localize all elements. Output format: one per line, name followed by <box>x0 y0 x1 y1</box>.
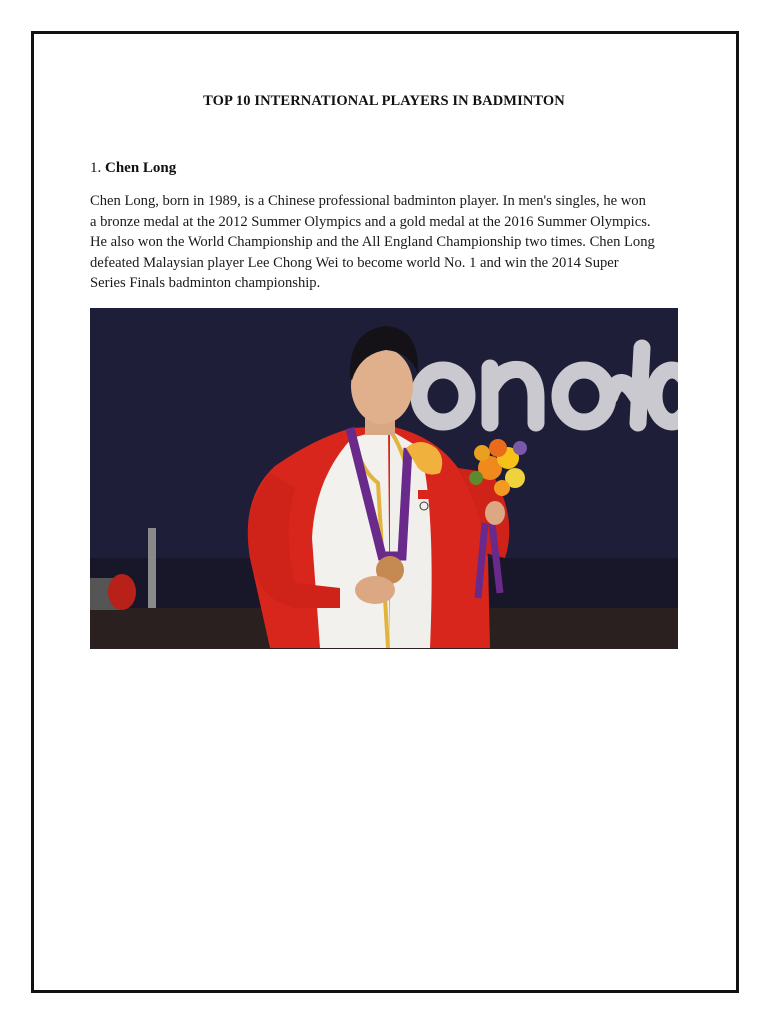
entry-heading <box>90 160 176 177</box>
entry-number: 1. <box>90 160 102 176</box>
player-description: Chen Long, born in 1989, is a Chinese professional badminton player. In men's singles, he won a bronze medal at the 2012 Summer Olympics and a gold medal at the 2016 Summer Olympics. He also won the World Championship and the All England Championship two times. Chen Long defeated Malaysian player Lee Chong Wei to become world No. 1 and win the 2014 Super Series Finals badminton championship. <box>90 193 655 292</box>
document-title: TOP 10 INTERNATIONAL PLAYERS IN BADMINTON <box>203 93 565 109</box>
player-name: Chen Long <box>105 160 177 176</box>
player-photo <box>90 308 678 649</box>
